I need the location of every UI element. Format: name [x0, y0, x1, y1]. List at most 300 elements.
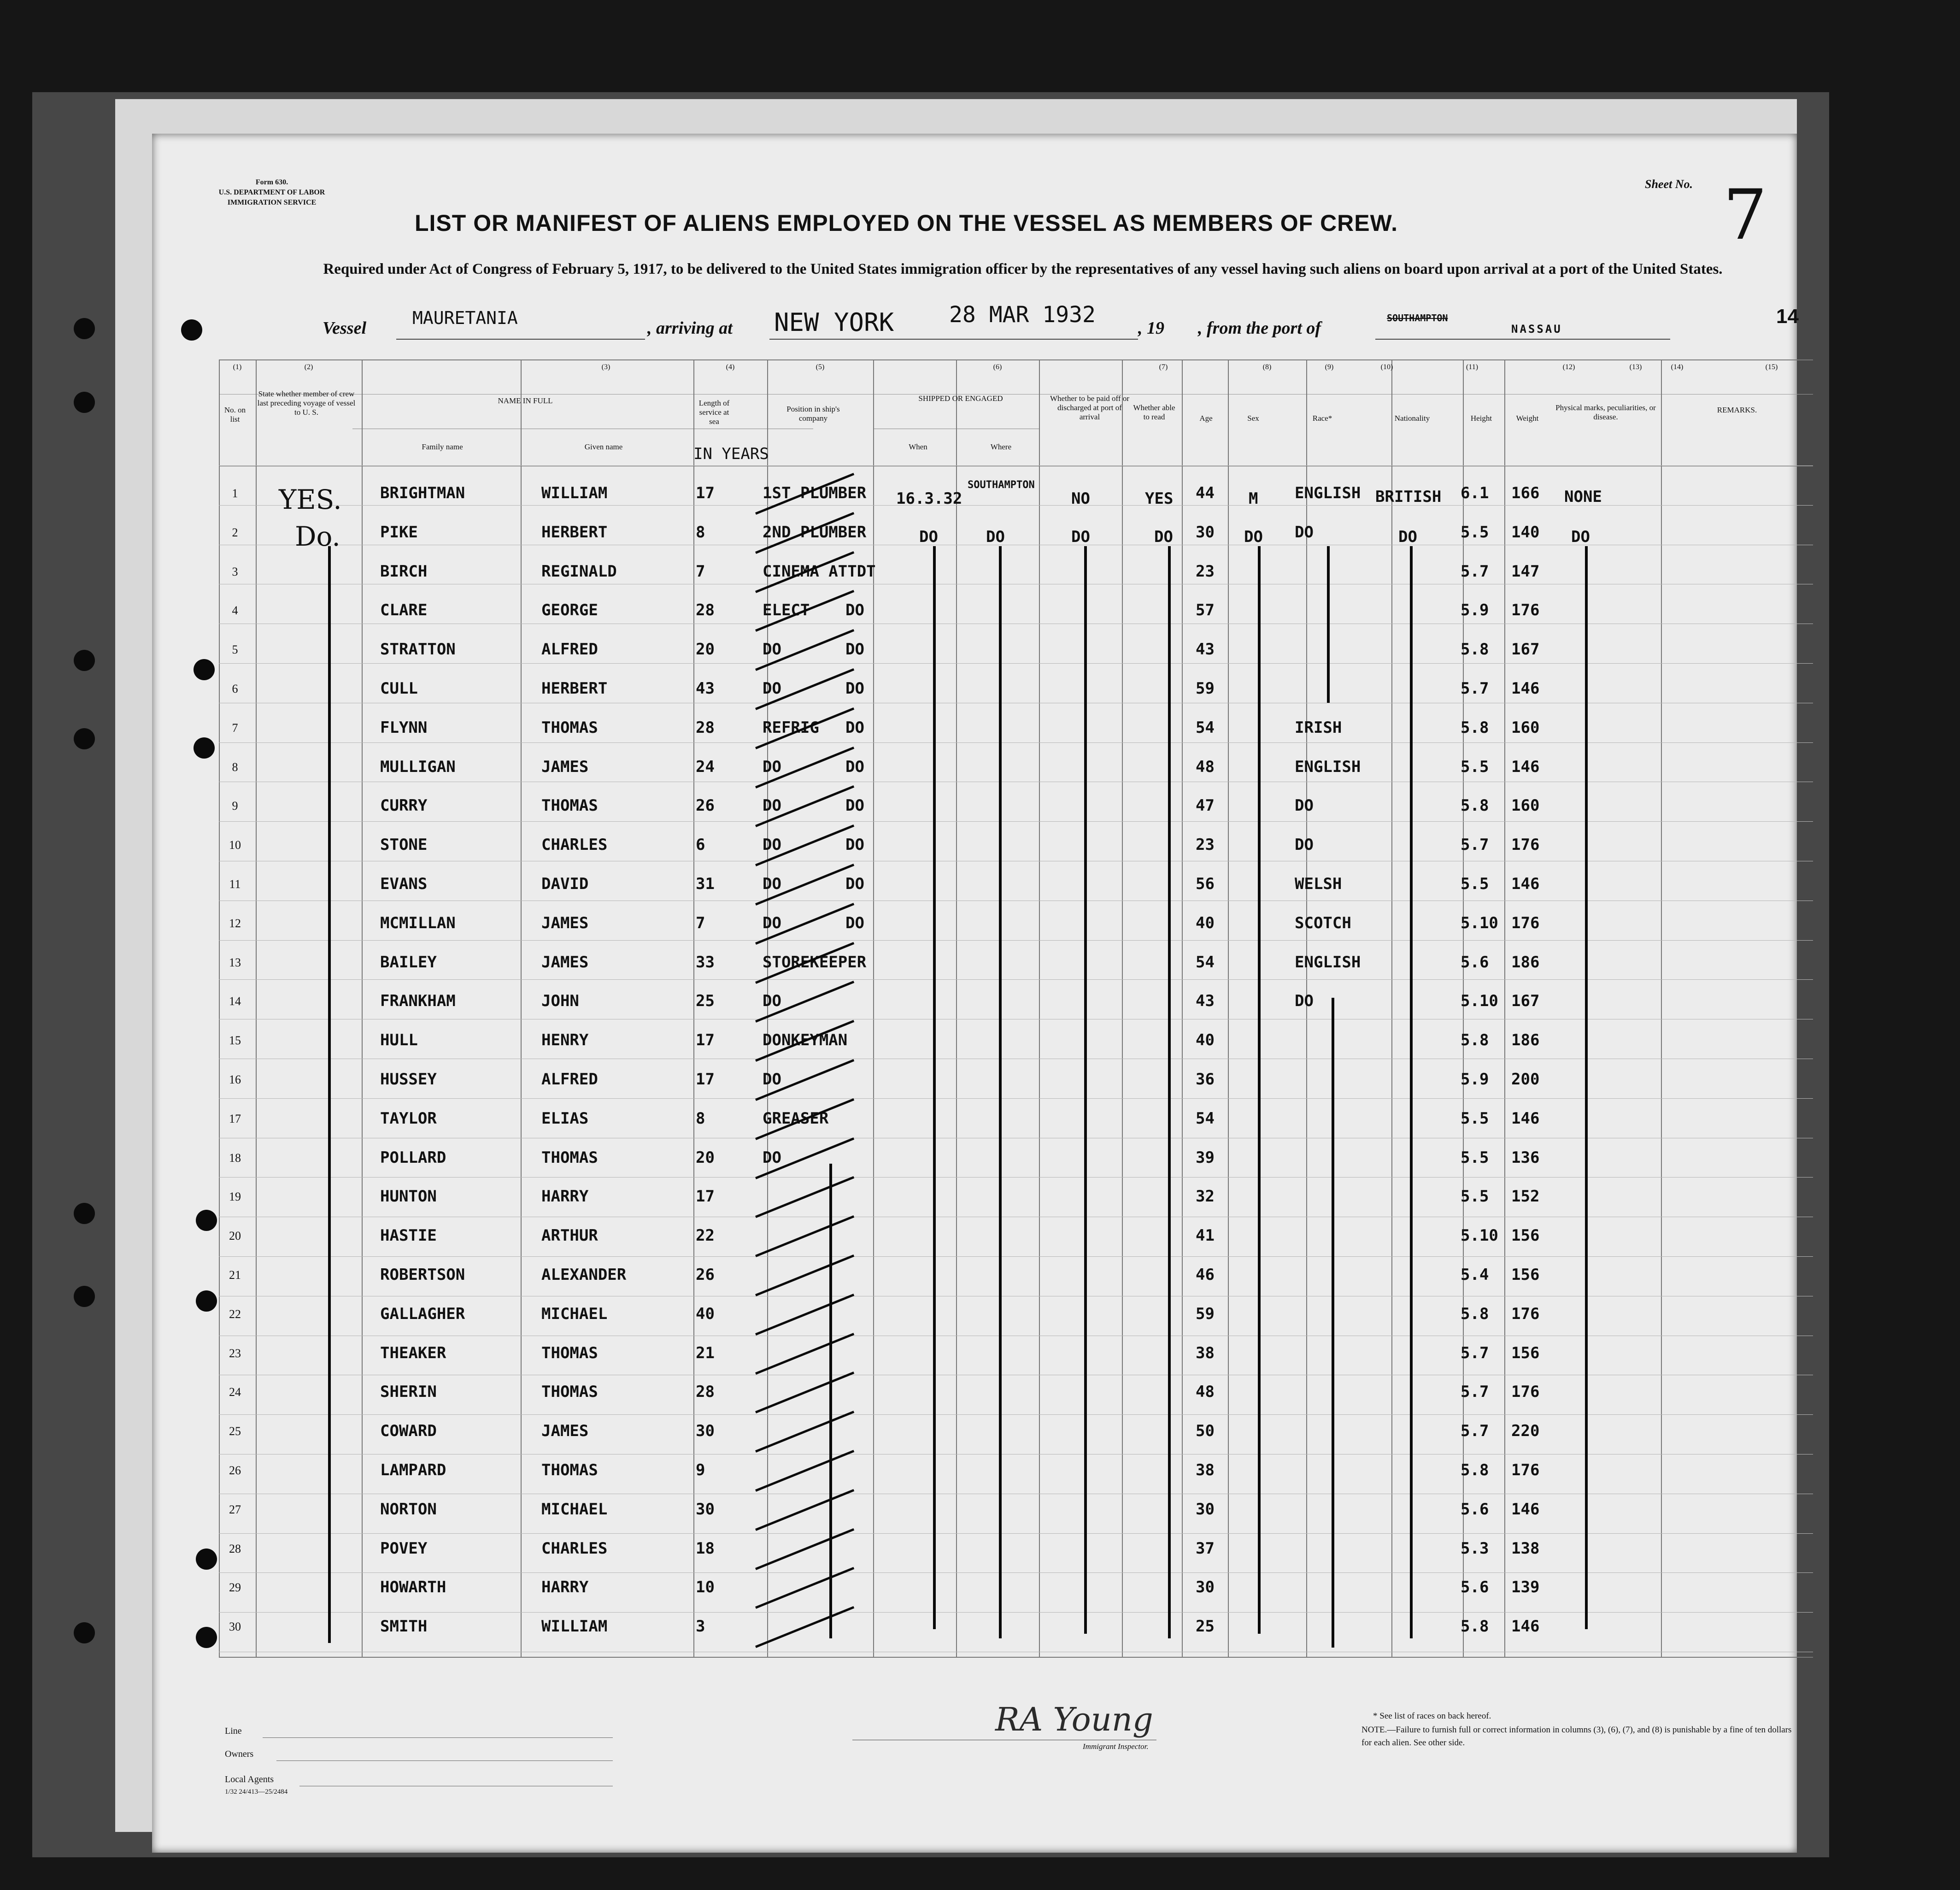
position-ditto: DO — [845, 640, 864, 659]
ditto-mark: DO — [1244, 528, 1263, 546]
family-name: THEAKER — [380, 1343, 446, 1362]
given-name: HARRY — [541, 1578, 589, 1597]
header-height: Height — [1470, 414, 1492, 423]
column-number: (6) — [993, 363, 1002, 371]
weight: 136 — [1511, 1148, 1540, 1167]
family-name: FLYNN — [380, 718, 428, 737]
ditto-mark: DO — [1571, 528, 1590, 546]
weight: 147 — [1511, 562, 1540, 581]
length-of-service: 28 — [696, 1383, 715, 1401]
race: WELSH — [1295, 875, 1342, 893]
length-of-service: 26 — [696, 796, 715, 815]
family-name: HOWARTH — [380, 1578, 446, 1597]
department-name: U.S. DEPARTMENT OF LABOR — [218, 188, 325, 196]
family-name: POLLARD — [380, 1148, 446, 1167]
given-name: JAMES — [541, 953, 589, 971]
age: 40 — [1196, 913, 1215, 932]
row-number: 30 — [229, 1620, 241, 1634]
fine-note: NOTE.—Failure to furnish full or correct information in columns (3), (6), (7), and (8) is punishable by a fine of ten dollars for each alien. See other side. — [1361, 1725, 1792, 1748]
length-of-service: 28 — [696, 601, 715, 620]
age: 30 — [1196, 1578, 1215, 1597]
race: SCOTCH — [1295, 913, 1351, 932]
row-number: 13 — [229, 955, 241, 969]
row-number: 8 — [232, 760, 238, 774]
column-number: (4) — [726, 363, 735, 371]
page-subtitle: Required under Act of Congress of February 5, 1917, to be delivered to the United States immigration officer by the representatives of any vessel having such aliens on board upon arrival at a port of the United States. — [323, 261, 1723, 277]
family-name: LAMPARD — [380, 1461, 446, 1479]
arrival-date-stamp: 28 MAR 1932 — [949, 302, 1096, 328]
height: 5.8 — [1461, 1031, 1489, 1050]
given-name: THOMAS — [541, 1148, 598, 1167]
family-name: CULL — [380, 679, 418, 698]
given-name: GEORGE — [541, 601, 598, 620]
row-number: 22 — [229, 1307, 241, 1321]
shipped-where-value: SOUTHAMPTON — [968, 479, 1035, 491]
given-name: JOHN — [541, 992, 579, 1011]
from-port-label: , from the port of — [1198, 318, 1321, 338]
row-number: 24 — [229, 1385, 241, 1399]
weight: 186 — [1511, 953, 1540, 971]
family-name: CURRY — [380, 796, 428, 815]
binder-hole — [196, 1210, 217, 1231]
inspector-signature: RA Young — [995, 1701, 1153, 1738]
height: 5.8 — [1461, 718, 1489, 737]
height: 5.8 — [1461, 1304, 1489, 1323]
header-able-to-read: Whether able to read — [1133, 403, 1175, 421]
family-name: CLARE — [380, 601, 428, 620]
age: 54 — [1196, 1109, 1215, 1128]
given-name: ALFRED — [541, 1070, 598, 1089]
race: ENGLISH — [1295, 953, 1361, 971]
family-name: SHERIN — [380, 1383, 437, 1401]
row-number: 21 — [229, 1268, 241, 1282]
binder-hole — [194, 659, 215, 680]
row-number: 5 — [232, 643, 238, 657]
height: 6.1 — [1461, 484, 1489, 502]
length-of-service: 21 — [696, 1343, 715, 1362]
form-id-block — [203, 177, 341, 208]
height: 5.8 — [1461, 796, 1489, 815]
weight: 152 — [1511, 1187, 1540, 1206]
row-number: 19 — [229, 1190, 241, 1204]
header-remarks: REMARKS. — [1717, 406, 1757, 414]
height: 5.6 — [1461, 1578, 1489, 1597]
line-label: Line — [225, 1726, 242, 1736]
header-family-name: Family name — [422, 442, 463, 451]
paid-off-value: NO — [1071, 489, 1090, 508]
weight: 146 — [1511, 1109, 1540, 1128]
row-number: 25 — [229, 1425, 241, 1438]
position: ELECT — [763, 601, 810, 620]
age: 50 — [1196, 1422, 1215, 1441]
shipped-when-value: 16.3.32 — [896, 489, 962, 508]
length-of-service: 7 — [696, 562, 705, 581]
row-number: 15 — [229, 1034, 241, 1048]
row-number: 29 — [229, 1581, 241, 1595]
family-name: BRIGHTMAN — [380, 484, 465, 502]
age: 41 — [1196, 1226, 1215, 1245]
position: DO — [763, 875, 781, 893]
page-number: 14 — [1776, 305, 1799, 328]
family-name: BAILEY — [380, 953, 437, 971]
family-name: COWARD — [380, 1422, 437, 1441]
given-name: JAMES — [541, 1422, 589, 1441]
header-sex: Sex — [1247, 414, 1259, 423]
height: 5.7 — [1461, 1383, 1489, 1401]
binder-hole — [74, 1203, 95, 1224]
position-ditto: DO — [845, 836, 864, 854]
family-name: POVEY — [380, 1539, 428, 1558]
row-number: 1 — [232, 487, 238, 500]
row-number: 16 — [229, 1073, 241, 1086]
weight: 156 — [1511, 1226, 1540, 1245]
ditto-line — [328, 546, 331, 1643]
weight: 138 — [1511, 1539, 1540, 1558]
column-number: (13) — [1629, 363, 1642, 371]
height: 5.4 — [1461, 1266, 1489, 1284]
given-name: HARRY — [541, 1187, 589, 1206]
length-of-service: 17 — [696, 1070, 715, 1089]
header-physical-marks: Physical marks, peculiarities, or disease. — [1555, 403, 1656, 421]
service-name: IMMIGRATION SERVICE — [227, 199, 317, 206]
header-in-years: IN YEARS — [693, 445, 769, 463]
height: 5.10 — [1461, 992, 1498, 1011]
height: 5.7 — [1461, 562, 1489, 581]
age: 57 — [1196, 601, 1215, 620]
from-port: NASSAU — [1511, 323, 1562, 336]
given-name: THOMAS — [541, 1383, 598, 1401]
family-name: NORTON — [380, 1500, 437, 1519]
age: 43 — [1196, 640, 1215, 659]
height: 5.8 — [1461, 1617, 1489, 1636]
ditto-mark: DO — [919, 528, 938, 546]
state-first-entry: YES. — [279, 484, 342, 515]
position: DO — [763, 1148, 781, 1167]
given-name: MICHAEL — [541, 1304, 608, 1323]
family-name: BIRCH — [380, 562, 428, 581]
family-name: HULL — [380, 1031, 418, 1050]
ditto-line — [1585, 546, 1588, 1629]
weight: 140 — [1511, 523, 1540, 542]
age: 30 — [1196, 1500, 1215, 1519]
given-name: ARTHUR — [541, 1226, 598, 1245]
length-of-service: 26 — [696, 1266, 715, 1284]
weight: 160 — [1511, 718, 1540, 737]
age: 54 — [1196, 718, 1215, 737]
race: IRISH — [1295, 718, 1342, 737]
position: DO — [763, 640, 781, 659]
page-title: LIST OR MANIFEST OF ALIENS EMPLOYED ON THE VESSEL AS MEMBERS OF CREW. — [415, 210, 1398, 236]
length-of-service: 28 — [696, 718, 715, 737]
header-given-name: Given name — [584, 442, 623, 451]
ditto-mark: DO — [1071, 528, 1090, 546]
length-of-service: 3 — [696, 1617, 705, 1636]
height: 5.6 — [1461, 953, 1489, 971]
position: DO — [763, 1070, 781, 1089]
age: 38 — [1196, 1343, 1215, 1362]
given-name: JAMES — [541, 757, 589, 776]
length-of-service: 22 — [696, 1226, 715, 1245]
length-of-service: 17 — [696, 1187, 715, 1206]
family-name: MULLIGAN — [380, 757, 456, 776]
given-name: MICHAEL — [541, 1500, 608, 1519]
length-of-service: 8 — [696, 523, 705, 542]
binder-hole — [74, 1622, 95, 1643]
owners-label: Owners — [225, 1749, 254, 1759]
binder-hole — [74, 318, 95, 339]
row-number: 20 — [229, 1229, 241, 1243]
row-number: 28 — [229, 1542, 241, 1555]
weight: 167 — [1511, 640, 1540, 659]
age: 37 — [1196, 1539, 1215, 1558]
from-port-crossed: SOUTHAMPTON — [1387, 312, 1448, 324]
vessel-name: MAURETANIA — [412, 308, 518, 328]
row-number: 17 — [229, 1112, 241, 1125]
year-label: , 19 — [1138, 318, 1164, 338]
sheet-label: Sheet No. — [1645, 177, 1693, 191]
column-number: (8) — [1262, 363, 1272, 371]
weight: 167 — [1511, 992, 1540, 1011]
row-number: 14 — [229, 995, 241, 1008]
given-name: THOMAS — [541, 718, 598, 737]
position: GREASER — [763, 1109, 829, 1128]
binder-hole — [194, 737, 215, 759]
family-name: STRATTON — [380, 640, 456, 659]
column-number: (10) — [1380, 363, 1393, 371]
family-name: HASTIE — [380, 1226, 437, 1245]
length-of-service: 20 — [696, 1148, 715, 1167]
length-of-service: 40 — [696, 1304, 715, 1323]
row-number: 9 — [232, 799, 238, 813]
race: DO — [1295, 836, 1314, 854]
binder-hole — [196, 1290, 217, 1312]
header-weight: Weight — [1516, 414, 1539, 423]
given-name: CHARLES — [541, 1539, 608, 1558]
race: DO — [1295, 796, 1314, 815]
height: 5.10 — [1461, 1226, 1498, 1245]
age: 43 — [1196, 992, 1215, 1011]
race: ENGLISH — [1295, 484, 1361, 502]
length-of-service: 24 — [696, 757, 715, 776]
row-number: 27 — [229, 1502, 241, 1516]
length-of-service: 20 — [696, 640, 715, 659]
given-name: HERBERT — [541, 523, 608, 542]
height: 5.7 — [1461, 1422, 1489, 1441]
position-ditto: DO — [845, 757, 864, 776]
arriving-port: NEW YORK — [774, 308, 894, 337]
header-race: Race* — [1312, 414, 1332, 423]
given-name: THOMAS — [541, 1343, 598, 1362]
race: ENGLISH — [1295, 757, 1361, 776]
row-number: 26 — [229, 1464, 241, 1477]
header-where: Where — [990, 442, 1012, 451]
age: 23 — [1196, 836, 1215, 854]
column-number: (3) — [601, 363, 610, 371]
binder-hole — [196, 1549, 217, 1570]
column-number: (11) — [1466, 363, 1479, 371]
able-to-read-value: YES — [1145, 489, 1174, 508]
ditto-line — [1327, 546, 1330, 703]
row-number: 23 — [229, 1346, 241, 1360]
position: DONKEYMAN — [763, 1031, 848, 1050]
position-ditto: DO — [845, 601, 864, 620]
position: DO — [763, 679, 781, 698]
state-ditto-entry: Do. — [295, 521, 340, 552]
given-name: THOMAS — [541, 796, 598, 815]
column-number: (12) — [1562, 363, 1575, 371]
ditto-line — [999, 546, 1002, 1638]
manifest-table — [219, 359, 1813, 1657]
given-name: WILLIAM — [541, 484, 608, 502]
races-note: * See list of races on back hereof. — [1373, 1711, 1491, 1721]
height: 5.5 — [1461, 875, 1489, 893]
age: 59 — [1196, 1304, 1215, 1323]
height: 5.9 — [1461, 1070, 1489, 1089]
age: 36 — [1196, 1070, 1215, 1089]
row-number: 10 — [229, 838, 241, 852]
family-name: MCMILLAN — [380, 913, 456, 932]
column-number: (15) — [1765, 363, 1778, 371]
weight: 176 — [1511, 1461, 1540, 1479]
given-name: ELIAS — [541, 1109, 589, 1128]
binder-hole — [74, 392, 95, 413]
binder-hole — [74, 650, 95, 671]
length-of-service: 9 — [696, 1461, 705, 1479]
age: 25 — [1196, 1617, 1215, 1636]
family-name: SMITH — [380, 1617, 428, 1636]
header-nationality: Nationality — [1394, 414, 1430, 423]
ditto-line — [1258, 546, 1261, 1634]
height: 5.6 — [1461, 1500, 1489, 1519]
height: 5.7 — [1461, 1343, 1489, 1362]
height: 5.3 — [1461, 1539, 1489, 1558]
binder-hole — [74, 1286, 95, 1307]
position: DO — [763, 796, 781, 815]
height: 5.10 — [1461, 913, 1498, 932]
weight: 186 — [1511, 1031, 1540, 1050]
position: 2ND PLUMBER — [763, 523, 867, 542]
inspector-label: Immigrant Inspector. — [1083, 1742, 1149, 1751]
length-of-service: 43 — [696, 679, 715, 698]
length-of-service: 8 — [696, 1109, 705, 1128]
age: 54 — [1196, 953, 1215, 971]
weight: 146 — [1511, 1617, 1540, 1636]
print-code: 1/32 24/413—25/2484 — [225, 1788, 288, 1796]
given-name: HENRY — [541, 1031, 589, 1050]
position: CINEMA ATTDT — [763, 562, 876, 581]
age: 56 — [1196, 875, 1215, 893]
length-of-service: 10 — [696, 1578, 715, 1597]
race: DO — [1295, 992, 1314, 1011]
arriving-label: , arriving at — [647, 318, 733, 338]
given-name: DAVID — [541, 875, 589, 893]
family-name: HUNTON — [380, 1187, 437, 1206]
length-of-service: 30 — [696, 1422, 715, 1441]
position: 1ST PLUMBER — [763, 484, 867, 502]
length-of-service: 25 — [696, 992, 715, 1011]
binder-hole — [196, 1627, 217, 1648]
given-name: THOMAS — [541, 1461, 598, 1479]
height: 5.5 — [1461, 523, 1489, 542]
age: 30 — [1196, 523, 1215, 542]
age: 47 — [1196, 796, 1215, 815]
row-number: 6 — [232, 682, 238, 695]
age: 38 — [1196, 1461, 1215, 1479]
position-ditto: DO — [845, 718, 864, 737]
given-name: HERBERT — [541, 679, 608, 698]
nationality-value: BRITISH — [1375, 488, 1442, 506]
header-no-on-list: No. on list — [224, 406, 246, 424]
header-shipped: SHIPPED OR ENGAGED — [918, 394, 1003, 403]
header-position: Position in ship's company — [786, 405, 840, 423]
given-name: JAMES — [541, 913, 589, 932]
weight: 166 — [1511, 484, 1540, 502]
ditto-mark: DO — [1154, 528, 1173, 546]
height: 5.5 — [1461, 1187, 1489, 1206]
physical-marks-value: NONE — [1564, 488, 1602, 506]
position-ditto: DO — [845, 913, 864, 932]
age: 44 — [1196, 484, 1215, 502]
length-of-service: 33 — [696, 953, 715, 971]
sex-value: M — [1249, 489, 1258, 508]
age: 39 — [1196, 1148, 1215, 1167]
height: 5.5 — [1461, 1109, 1489, 1128]
age: 59 — [1196, 679, 1215, 698]
family-name: GALLAGHER — [380, 1304, 465, 1323]
length-of-service: 31 — [696, 875, 715, 893]
position: DO — [763, 757, 781, 776]
ditto-line — [829, 1164, 832, 1638]
race: DO — [1295, 523, 1314, 542]
weight: 220 — [1511, 1422, 1540, 1441]
weight: 176 — [1511, 913, 1540, 932]
age: 48 — [1196, 1383, 1215, 1401]
position: REFRIG — [763, 718, 819, 737]
header-paid-off: Whether to be paid off or discharged at port of arrival — [1050, 394, 1129, 421]
length-of-service: 17 — [696, 1031, 715, 1050]
height: 5.8 — [1461, 1461, 1489, 1479]
ditto-line — [1410, 546, 1413, 1638]
given-name: ALFRED — [541, 640, 598, 659]
position: DO — [763, 836, 781, 854]
column-number: (1) — [233, 363, 242, 371]
header-length-of-service: Length of service at sea — [698, 399, 730, 426]
weight: 156 — [1511, 1266, 1540, 1284]
age: 46 — [1196, 1266, 1215, 1284]
binder-hole — [74, 728, 95, 749]
length-of-service: 6 — [696, 836, 705, 854]
binder-hole — [181, 319, 202, 341]
family-name: EVANS — [380, 875, 428, 893]
height: 5.7 — [1461, 679, 1489, 698]
column-number: (5) — [816, 363, 825, 371]
header-state-whether: State whether member of crew last preceding voyage of vessel to U. S. — [257, 389, 356, 417]
family-name: HUSSEY — [380, 1070, 437, 1089]
row-number: 7 — [232, 721, 238, 735]
position: DO — [763, 992, 781, 1011]
header-when: When — [909, 442, 927, 451]
length-of-service: 30 — [696, 1500, 715, 1519]
weight: 160 — [1511, 796, 1540, 815]
row-number: 2 — [232, 525, 238, 539]
weight: 146 — [1511, 1500, 1540, 1519]
position-ditto: DO — [845, 679, 864, 698]
local-agents-label: Local Agents — [225, 1774, 274, 1784]
given-name: WILLIAM — [541, 1617, 608, 1636]
column-number: (14) — [1671, 363, 1684, 371]
position: STOREKEEPER — [763, 953, 867, 971]
form-number: Form 630. — [255, 178, 288, 186]
